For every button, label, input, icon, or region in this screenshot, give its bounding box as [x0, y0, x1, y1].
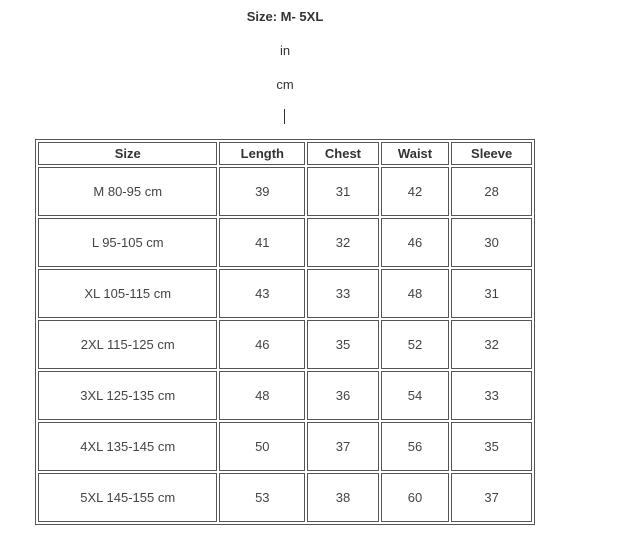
cell-length: 39 — [219, 167, 305, 216]
cell-length: 41 — [219, 218, 305, 267]
table-row — [38, 269, 532, 318]
header-size: Size — [38, 142, 217, 165]
table-row — [38, 218, 532, 267]
text-cursor — [284, 109, 285, 124]
table-header-row — [38, 142, 532, 165]
cell-waist: 56 — [381, 422, 450, 471]
cell-waist: 60 — [381, 473, 450, 522]
cell-length: 46 — [219, 320, 305, 369]
table-row — [38, 371, 532, 420]
table-row — [38, 167, 532, 216]
cell-waist: 52 — [381, 320, 450, 369]
size-chart-table — [35, 139, 535, 525]
table-row — [38, 422, 532, 471]
cell-size: XL 105-115 cm — [38, 269, 217, 318]
table-row — [38, 320, 532, 369]
cell-length: 53 — [219, 473, 305, 522]
cell-chest: 31 — [307, 167, 379, 216]
header-sleeve: Sleeve — [451, 142, 532, 165]
cell-sleeve: 28 — [451, 167, 532, 216]
cell-length: 48 — [219, 371, 305, 420]
table-row — [38, 473, 532, 522]
cell-waist: 42 — [381, 167, 450, 216]
cell-size: 5XL 145-155 cm — [38, 473, 217, 522]
header-chest: Chest — [307, 142, 379, 165]
header-waist: Waist — [381, 142, 450, 165]
unit-toggle-cm[interactable]: cm — [276, 77, 294, 92]
cell-size: 2XL 115-125 cm — [38, 320, 217, 369]
cell-sleeve: 31 — [451, 269, 532, 318]
header-length: Length — [219, 142, 305, 165]
unit-toggle-inches[interactable]: in — [279, 43, 291, 58]
cell-chest: 38 — [307, 473, 379, 522]
cell-waist: 48 — [381, 269, 450, 318]
size-range-title: Size: M- 5XL — [246, 9, 324, 24]
cell-chest: 36 — [307, 371, 379, 420]
cell-chest: 37 — [307, 422, 379, 471]
cell-waist: 46 — [381, 218, 450, 267]
cell-chest: 33 — [307, 269, 379, 318]
cell-sleeve: 35 — [451, 422, 532, 471]
cell-size: 4XL 135-145 cm — [38, 422, 217, 471]
cell-sleeve: 33 — [451, 371, 532, 420]
cell-length: 50 — [219, 422, 305, 471]
cell-size: M 80-95 cm — [38, 167, 217, 216]
cell-chest: 35 — [307, 320, 379, 369]
cell-size: 3XL 125-135 cm — [38, 371, 217, 420]
cell-size: L 95-105 cm — [38, 218, 217, 267]
cell-sleeve: 32 — [451, 320, 532, 369]
cell-waist: 54 — [381, 371, 450, 420]
cell-sleeve: 37 — [451, 473, 532, 522]
cell-sleeve: 30 — [451, 218, 532, 267]
cell-chest: 32 — [307, 218, 379, 267]
cell-length: 43 — [219, 269, 305, 318]
